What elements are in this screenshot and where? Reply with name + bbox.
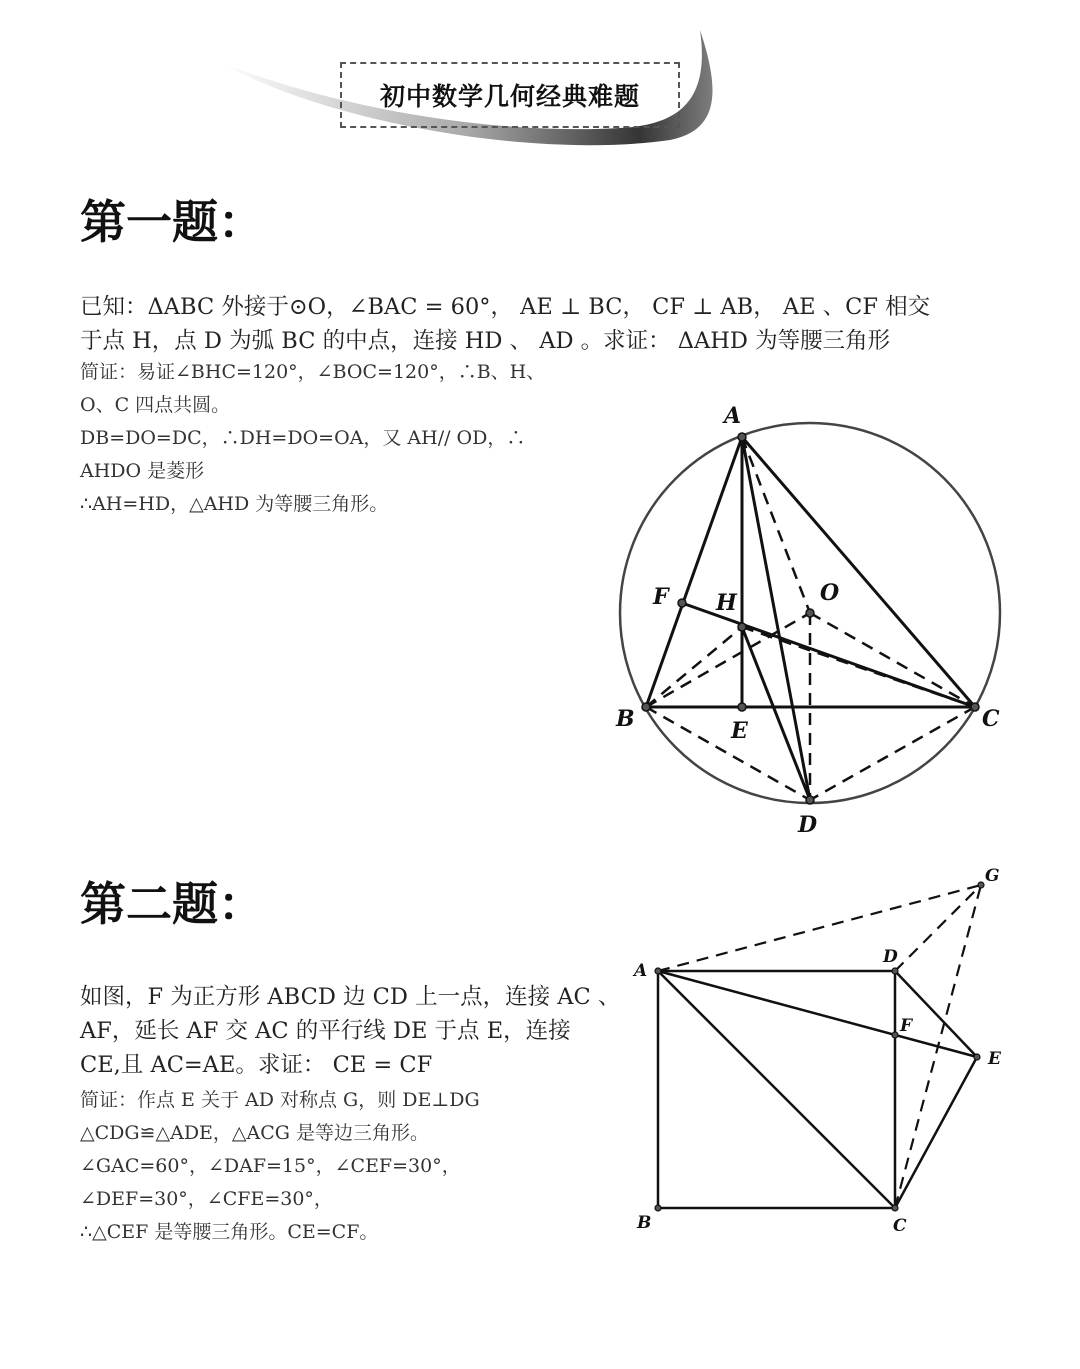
dashed-segments xyxy=(646,437,975,800)
proof-line: O、C 四点共圆。 xyxy=(80,394,231,416)
solid-segments xyxy=(658,971,977,1208)
label-E: E xyxy=(731,718,748,744)
label-B: B xyxy=(637,1213,652,1233)
proof-line: DB=DO=DC，∴DH=DO=OA，又 AH// OD，∴ xyxy=(80,427,526,449)
label-H: H xyxy=(716,590,737,616)
banner-title: 初中数学几何经典难题 xyxy=(379,82,640,111)
problem-2-proof xyxy=(80,1084,480,1249)
label-O: O xyxy=(820,580,840,606)
label-C: C xyxy=(982,706,1000,732)
proof-line: △CDG≌△ADE，△ACG 是等边三角形。 xyxy=(80,1122,430,1144)
problem-1-heading: 第一题： xyxy=(80,195,264,249)
dashed-segments xyxy=(658,885,981,1208)
label-E: E xyxy=(988,1049,1001,1069)
banner-frame xyxy=(340,62,680,128)
problem-2-statement xyxy=(80,980,620,1082)
statement-line: 于点 H，点 D 为弧 BC 的中点，连接 HD 、 AD 。求证： ΔAHD 为等腰三角形 xyxy=(80,328,891,354)
label-B: B xyxy=(616,706,635,732)
label-C: C xyxy=(893,1216,907,1236)
label-D: D xyxy=(883,947,898,967)
problem-1-statement xyxy=(80,290,930,358)
proof-line: ∴AH=HD，△AHD 为等腰三角形。 xyxy=(80,493,389,515)
statement-line: 如图，F 为正方形 ABCD 边 CD 上一点，连接 AC 、 xyxy=(80,984,621,1010)
label-A: A xyxy=(634,961,648,981)
problem-2-heading: 第二题： xyxy=(80,877,264,931)
proof-line: ∠GAC=60°，∠DAF=15°，∠CEF=30°， xyxy=(80,1155,461,1177)
proof-line: 简证：易证∠BHC=120°，∠BOC=120°，∴B、H、 xyxy=(80,361,546,383)
proof-line: ∠DEF=30°，∠CFE=30°， xyxy=(80,1188,333,1210)
label-F: F xyxy=(900,1016,913,1036)
statement-line: AF，延长 AF 交 AC 的平行线 DE 于点 E，连接 xyxy=(80,1018,571,1044)
label-G: G xyxy=(985,866,1000,886)
problem-1-proof xyxy=(80,356,545,521)
proof-line: 简证：作点 E 关于 AD 对称点 G，则 DE⊥DG xyxy=(80,1089,480,1111)
figure-2-square xyxy=(620,860,1020,1240)
proof-line: ∴△CEF 是等腰三角形。CE=CF。 xyxy=(80,1221,379,1243)
label-F: F xyxy=(653,584,669,610)
proof-line: AHDO 是菱形 xyxy=(80,460,205,482)
label-D: D xyxy=(798,812,818,838)
statement-line: CE,且 AC=AE。求证： CE = CF xyxy=(80,1052,433,1078)
label-A: A xyxy=(724,403,742,429)
figure-1-circle-triangle xyxy=(600,400,1040,850)
statement-line: 已知：ΔABC 外接于⊙O，∠BAC = 60°， AE ⊥ BC， CF ⊥ AB， AE 、CF 相交 xyxy=(80,294,931,320)
